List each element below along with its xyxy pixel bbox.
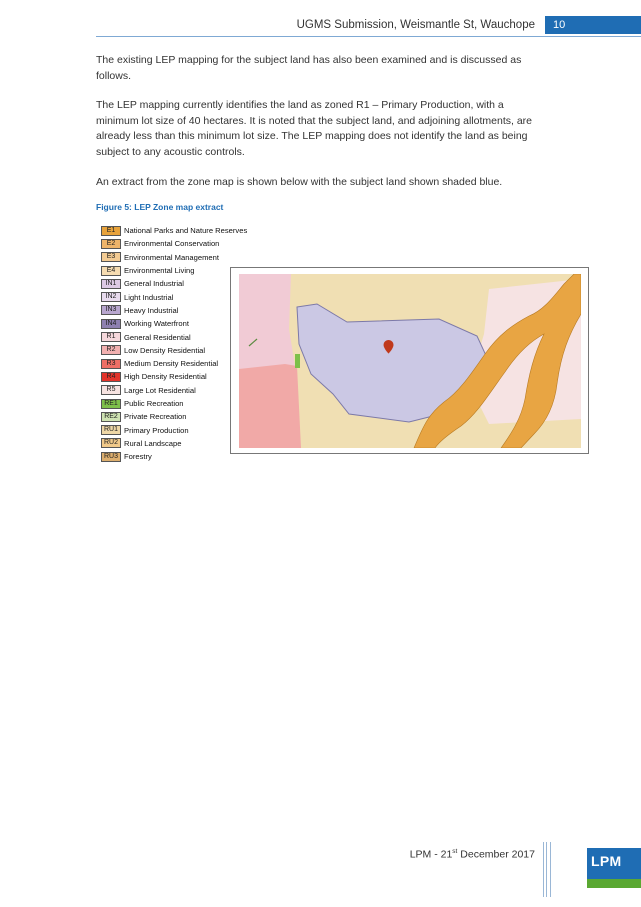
- legend-swatch: RU1: [101, 425, 121, 435]
- footer-divider: [543, 842, 551, 897]
- legend-swatch: R3: [101, 359, 121, 369]
- header-divider: [96, 36, 641, 37]
- body-paragraph-1: The existing LEP mapping for the subject land has also been examined and is discussed as follows.: [96, 54, 522, 82]
- body-paragraph-2: The LEP mapping currently identifies the land as zoned R1 – Primary Production, with a minimum lot size of 40 hectares. It is noted that the subject land, and adjoining allotments, are already less than this minimum lot size. The LEP mapping does not identify the land as being subject to any acoustic controls.: [96, 99, 532, 158]
- legend-swatch: IN3: [101, 305, 121, 315]
- legend-swatch: IN1: [101, 279, 121, 289]
- legend-label: General Residential: [124, 332, 191, 342]
- legend-label: Heavy Industrial: [124, 305, 179, 315]
- legend-swatch: RU2: [101, 438, 121, 448]
- legend-label: National Parks and Nature Reserves: [124, 226, 248, 236]
- legend-label: Environmental Conservation: [124, 239, 220, 249]
- legend-item: [101, 237, 261, 250]
- legend-swatch: IN2: [101, 292, 121, 302]
- legend-swatch: R5: [101, 385, 121, 395]
- legend-label: Environmental Management: [124, 252, 219, 262]
- legend-swatch: IN4: [101, 319, 121, 329]
- legend-swatch: RE1: [101, 399, 121, 409]
- logo-stripe: [587, 879, 641, 888]
- lpm-logo: [587, 848, 641, 888]
- legend-label: General Industrial: [124, 279, 184, 289]
- legend-label: Public Recreation: [124, 399, 184, 408]
- legend-label: Working Waterfront: [124, 319, 189, 329]
- legend-label: Large Lot Residential: [124, 385, 196, 395]
- legend-label: Private Recreation: [124, 412, 187, 422]
- legend-swatch: RU3: [101, 452, 121, 462]
- legend-label: Primary Production: [124, 425, 189, 435]
- footer-text: LPM - 21st December 2017: [409, 848, 535, 861]
- legend-swatch: E2: [101, 239, 121, 249]
- figure-caption: Figure 5: LEP Zone map extract: [96, 202, 224, 212]
- legend-label: Forestry: [124, 452, 152, 462]
- legend-swatch: E4: [101, 266, 121, 276]
- logo-text: LPM: [591, 853, 622, 869]
- zone-map: [230, 267, 589, 454]
- legend-swatch: R1: [101, 332, 121, 342]
- header-title: UGMS Submission, Weismantle St, Wauchope: [296, 19, 535, 31]
- legend-swatch: R2: [101, 345, 121, 355]
- legend-label: Low Density Residential: [124, 345, 206, 355]
- zone-map-graphic: [239, 274, 581, 448]
- legend-label: Environmental Living: [124, 266, 195, 276]
- legend-label: Rural Landscape: [124, 438, 182, 448]
- legend-item: [101, 224, 261, 237]
- map-medium-density-zone: [239, 364, 301, 448]
- legend-swatch: RE2: [101, 412, 121, 422]
- legend-label: Light Industrial: [124, 292, 174, 302]
- map-residential-zone: [239, 274, 295, 374]
- body-paragraph-3: An extract from the zone map is shown below with the subject land shown shaded blue.: [96, 176, 503, 188]
- page-number: 10: [545, 16, 641, 34]
- legend-swatch: E3: [101, 252, 121, 262]
- legend-swatch: R4: [101, 372, 121, 382]
- legend-item: [101, 251, 261, 264]
- legend-label: High Density Residential: [124, 372, 207, 382]
- legend-swatch: E1: [101, 226, 121, 236]
- legend-label: Medium Density Residential: [124, 359, 219, 369]
- map-recreation-zone: [295, 354, 300, 368]
